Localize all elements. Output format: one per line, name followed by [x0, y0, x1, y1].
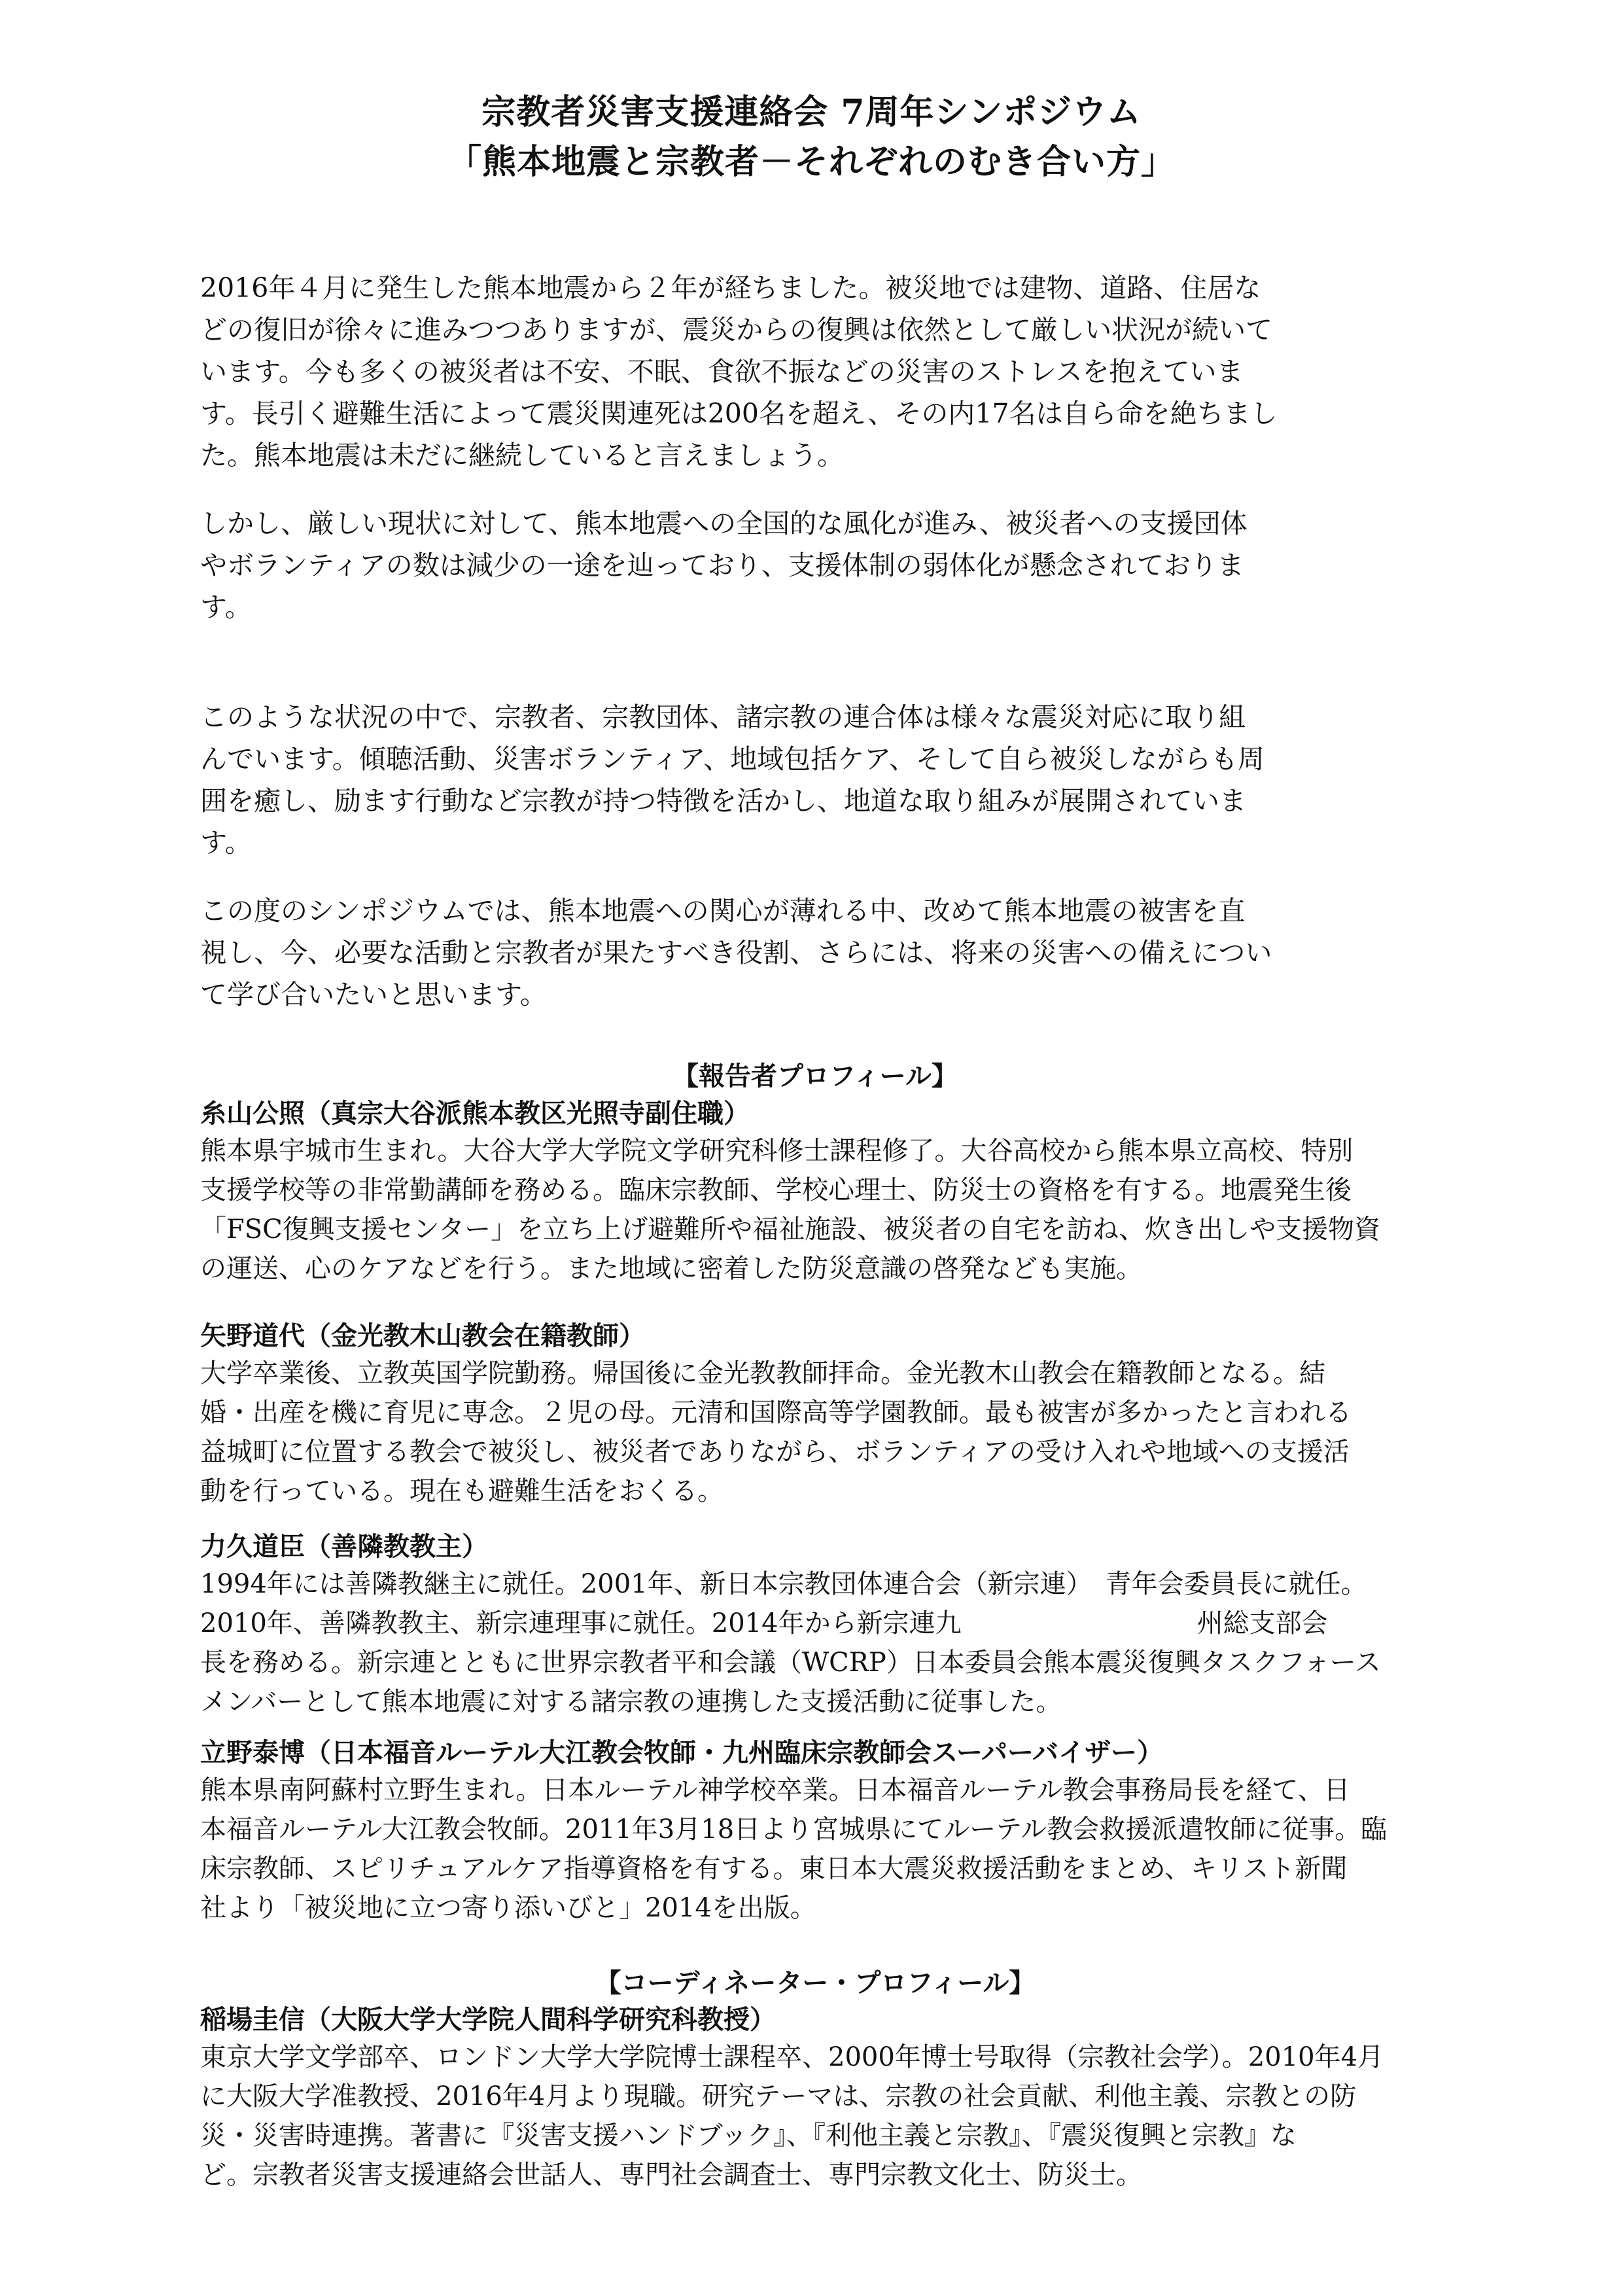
reporter-bio: 大学卒業後、立教英国学院勤務。帰国後に金光教教師拝命。金光教木山教会在籍教師となる。結 婚・出産を機に育児に専念。２児の母。元清和国際高等学園教師。最も被害が多かったと言われる 益城町に位置する教会で被災し、被災者でありながら、ボランティアの受け入れや地域への支援活 動を行っている。現在も避難生活をおくる。: [200, 1358, 1352, 1506]
reporter-bio: 熊本県南阿蘇村立野生まれ。日本ルーテル神学校卒業。日本福音ルーテル教会事務局長を経て、日 本福音ルーテル大江教会牧師。2011年3月18日より宮城県にてルーテル教会救援派遣牧師に従事。臨 床宗教師、スピリチュアルケア指導資格を有する。東日本大震災救援活動をまとめ、キリスト新聞 社より「被災地に立つ寄り添いびと」2014を出版。: [200, 1775, 1387, 1923]
coordinator-bio: 東京大学文学部卒、ロンドン大学大学院博士課程卒、2000年博士号取得（宗教社会学）。2010年4月 に大阪大学准教授、2016年4月より現職。研究テーマは、宗教の社会貢献、利他主義、宗教との防 災・災害時連携。著書に『災害支援ハンドブック』、『利他主義と宗教』、『震災復興と宗教』な ど。宗教者災害支援連絡会世話人、専門社会調査士、専門宗教文化士、防災士。: [200, 2042, 1384, 2190]
reporter-name: 糸山公照（真宗大谷派熊本教区光照寺副住職）: [200, 1098, 750, 1129]
reporter-profile-2: [200, 1318, 1430, 1511]
intro-paragraph-2: しかし、厳しい現状に対して、熊本地震への全国的な風化が進み、被災者への支援団体 やボランティアの数は減少の一途を辿っており、支援体制の弱体化が懸念されておりま す。: [200, 508, 1248, 623]
coordinator-heading: 【コーディネーター・プロフィール】: [595, 1968, 1036, 1998]
reporter-profile-1: [200, 1096, 1430, 1288]
intro-paragraph-3: このような状況の中で、宗教者、宗教団体、諸宗教の連合体は様々な震災対応に取り組 んでいます。傾聴活動、災害ボランティア、地域包括ケア、そして自ら被災しながらも周 囲を癒し、励ます行動など宗教が持つ特徴を活かし、地道な取り組みが展開されていま す。: [200, 701, 1265, 858]
reporter-name: 矢野道代（金光教木山教会在籍教師）: [200, 1320, 645, 1351]
reporter-name: 立野泰博（日本福音ルーテル大江教会牧師・九州臨床宗教師会スーパーバイザー）: [200, 1737, 1163, 1768]
title-line-2: 「熊本地震と宗教者－それぞれのむき合い方」: [447, 142, 1176, 182]
intro-paragraph-1: 2016年４月に発生した熊本地震から２年が経ちました。被災地では建物、道路、住居な どの復旧が徐々に進みつつありますが、震災からの復興は依然として厳しい状況が続いて います。今も多くの被災者は不安、不眠、食欲不振などの災害のストレスを抱えていま す。長引く避難生活によって震災関連死は200名を超え、その内17名は自ら命を絶ちまし た。熊本地震は未だに継続していると言えましょう。: [200, 272, 1278, 471]
reporter-bio: 1994年には善隣教継主に就任。2001年、新日本宗教団体連合会（新宗連） 青年会委員長に就任。 2010年、善隣教教主、新宗連理事に就任。2014年から新宗連九 州総支部会 長を務める。新宗連とともに世界宗教者平和会議（WCRP）日本委員会熊本震災復興タスクフォース メンバーとして熊本地震に対する諸宗教の連携した支援活動に従事した。: [200, 1569, 1381, 1717]
reporter-profile-3: [200, 1529, 1430, 1722]
intro-paragraph-4: この度のシンポジウムでは、熊本地震への関心が薄れる中、改めて熊本地震の被害を直 視し、今、必要な活動と宗教者が果たすべき役割、さらには、将来の災害への備えについ て学び合いたいと思います。: [200, 895, 1272, 1010]
reporter-profile-4: [200, 1735, 1430, 1928]
coordinator-name: 稲場圭信（大阪大学大学院人間科学研究科教授）: [200, 2004, 776, 2035]
reporters-heading: 【報告者プロフィール】: [672, 1061, 958, 1091]
title-line-1: 宗教者災害支援連絡会 7周年シンポジウム: [481, 92, 1142, 132]
reporter-name: 力久道臣（善隣教教主）: [200, 1531, 488, 1562]
reporter-bio: 熊本県宇城市生まれ。大谷大学大学院文学研究科修士課程修了。大谷高校から熊本県立高校、特別 支援学校等の非常勤講師を務める。臨床宗教師、学校心理士、防災士の資格を有する。地震発生後 「FSC復興支援センター」を立ち上げ避難所や福祉施設、被災者の自宅を訪ね、炊き出しや支援物資 の運送、心のケアなどを行う。また地域に密着した防災意識の啓発なども実施。: [200, 1136, 1381, 1284]
coordinator-profile: [200, 2002, 1430, 2195]
